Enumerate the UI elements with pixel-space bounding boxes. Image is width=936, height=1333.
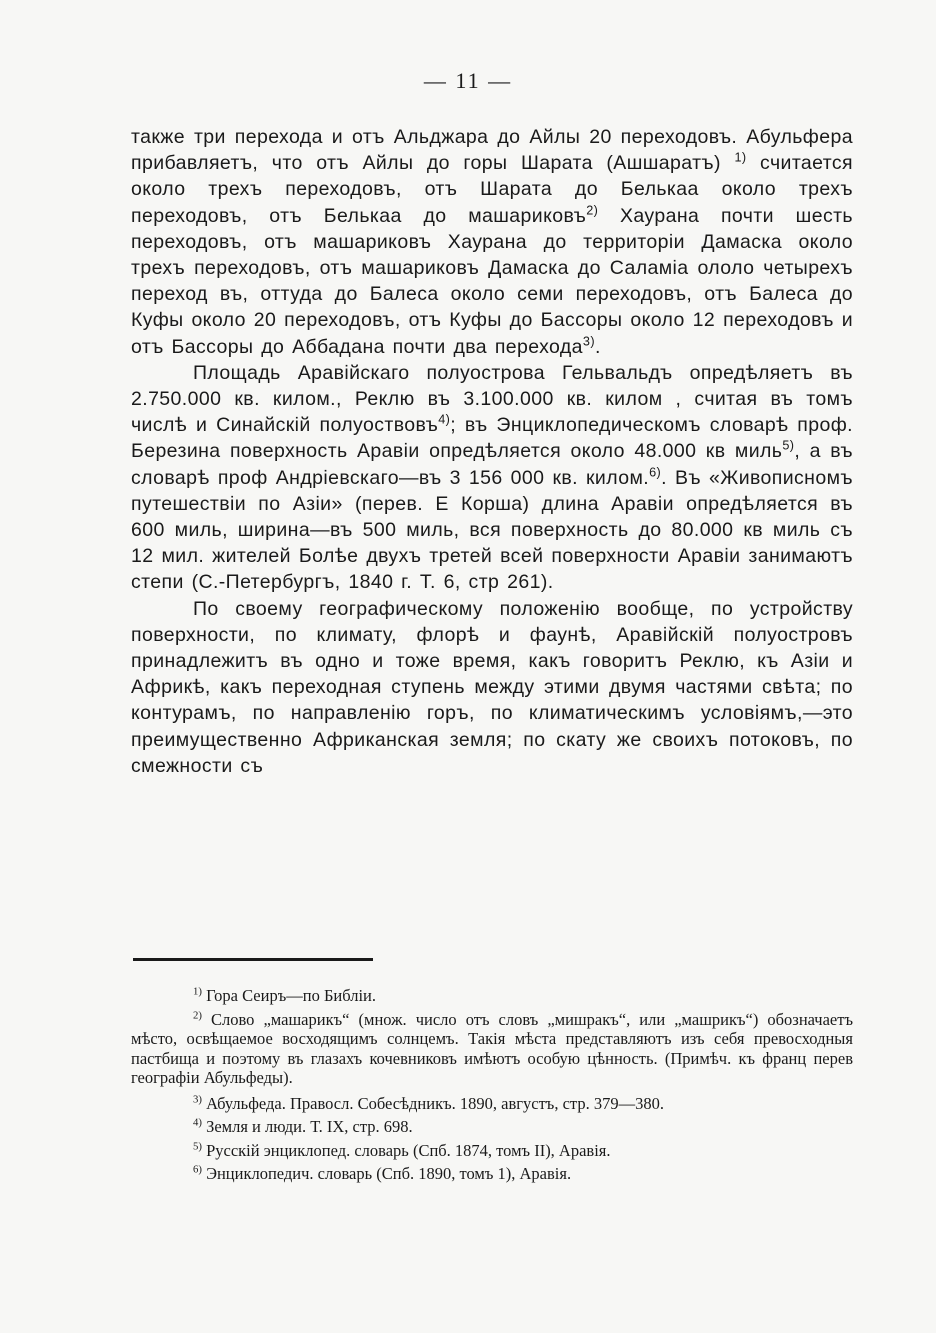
footnote xyxy=(131,1164,853,1184)
footnote xyxy=(131,1117,853,1137)
footnote-reference: 3) xyxy=(582,334,595,349)
footnote-text: Земля и люди. Т. IX, стр. 698. xyxy=(201,1117,413,1136)
paragraph xyxy=(131,124,853,360)
footnote-text: Русскій энциклопед. словарь (Спб. 1874, томъ II), Аравія. xyxy=(201,1140,611,1160)
footnote-number: 3) xyxy=(193,1093,202,1105)
footnote-reference: 2) xyxy=(586,203,599,218)
text-run: Хаурана почти шесть переходовъ, отъ машариковъ Хаурана до территоріи Дамаска около трехъ переходовъ, отъ машариковъ Дамаска до Саламіа ололо четырехъ переход въ, оттуда до Балеса около семи переходовъ, отъ Балеса до Куфы около 20 переходовъ, отъ Куфы до Бассоры около 12 переходовъ и отъ Бассоры до Аббадана почти два перехода xyxy=(131,204,853,358)
footnotes xyxy=(131,986,853,1188)
footnote xyxy=(131,1141,853,1161)
footnote-reference: 5) xyxy=(782,438,795,453)
page-number: — 11 — xyxy=(423,68,513,93)
text-run: По своему географическому положенію вообще, по устройству поверхности, по климату, флорѣ и фаунѣ, Аравійскій полуостровъ принадлежитъ въ одно и тоже время, какъ говоритъ Реклю, къ Азіи и Африкѣ, какъ переходная ступень между этими двумя частями свѣта; по контурамъ, по направленію горъ, по климатическимъ условіямъ,—это преимущественно Африканская земля; по скату же своихъ потоковъ, по смежности съ xyxy=(131,597,853,777)
text-run: Площадь Аравійскаго полуострова Гельвальдъ опредѣляетъ въ 2.750.000 кв. килом., Реклю въ 3.100.000 кв. килом , считая въ томъ числѣ и Синайскій полуоствовъ xyxy=(131,361,853,437)
footnote-text: Энциклопедич. словарь (Спб. 1890, томъ 1), Аравія. xyxy=(201,1164,572,1183)
footnote xyxy=(131,986,853,1006)
footnote-reference: 4) xyxy=(438,412,451,427)
footnote-text: Абульфеда. Правосл. Собесѣдникъ. 1890, августъ, стр. 379—380. xyxy=(201,1093,664,1113)
footnote-reference: 1) xyxy=(734,150,747,165)
text-run: , а въ словарѣ проф Андріевскаго—въ 3 156 000 кв. килом. xyxy=(131,440,853,489)
text-run: ; въ Энциклопедическомъ словарѣ проф. Березина поверхность Аравіи опредѣляется около 48.000 кв миль xyxy=(131,414,854,463)
footnote-number: 1) xyxy=(193,985,202,998)
footnote-number: 6) xyxy=(193,1163,202,1176)
text-run: также три перехода и отъ Альджара до Айлы 20 переходовъ. Абульфера прибавляетъ, что отъ Айлы до горы Шарата (Ашшаратъ) xyxy=(131,126,853,175)
text-run: . xyxy=(594,335,601,358)
paragraph xyxy=(131,360,853,596)
footnote-separator xyxy=(133,958,373,961)
footnote-text: Гора Сеиръ—по Библіи. xyxy=(201,986,377,1005)
text-run: . Въ «Живописномъ путешествіи по Азіи» (перев. Е Корша) длина Аравіи опредѣляется въ 600 миль, ширина—въ 500 миль, вся поверхность до 80.000 кв миль съ 12 мил. жителей Болѣе двухъ третей всей поверхности Аравіи занимаютъ степи (С.-Петербургъ, 1840 г. Т. 6, стр 261). xyxy=(131,466,853,594)
footnote-text: Слово „машарикъ“ (множ. число отъ словъ „мишракъ“, или „машрикъ“) обозначаетъ мѣсто, освѣщаемое восходящимъ солнцемъ. Такія мѣста представляютъ изъ себя превосходныя пастбища и поэтому въ глазахъ кочевниковъ имѣютъ особую цѣнность. (Примѣч. къ франц перев географіи Абульфеды). xyxy=(131,1009,853,1087)
paragraph xyxy=(131,596,853,779)
footnote-reference: 6) xyxy=(649,465,662,480)
footnote xyxy=(131,1010,853,1088)
text-run: считается около трехъ переходовъ, отъ Шарата до Белькаа около трехъ переходовъ, отъ Белькаа до машариковъ xyxy=(131,152,853,227)
footnote-number: 4) xyxy=(193,1116,202,1129)
main-text xyxy=(131,124,853,779)
footnote xyxy=(131,1094,853,1114)
footnote-number: 2) xyxy=(193,1009,202,1021)
footnote-number: 5) xyxy=(193,1140,202,1152)
